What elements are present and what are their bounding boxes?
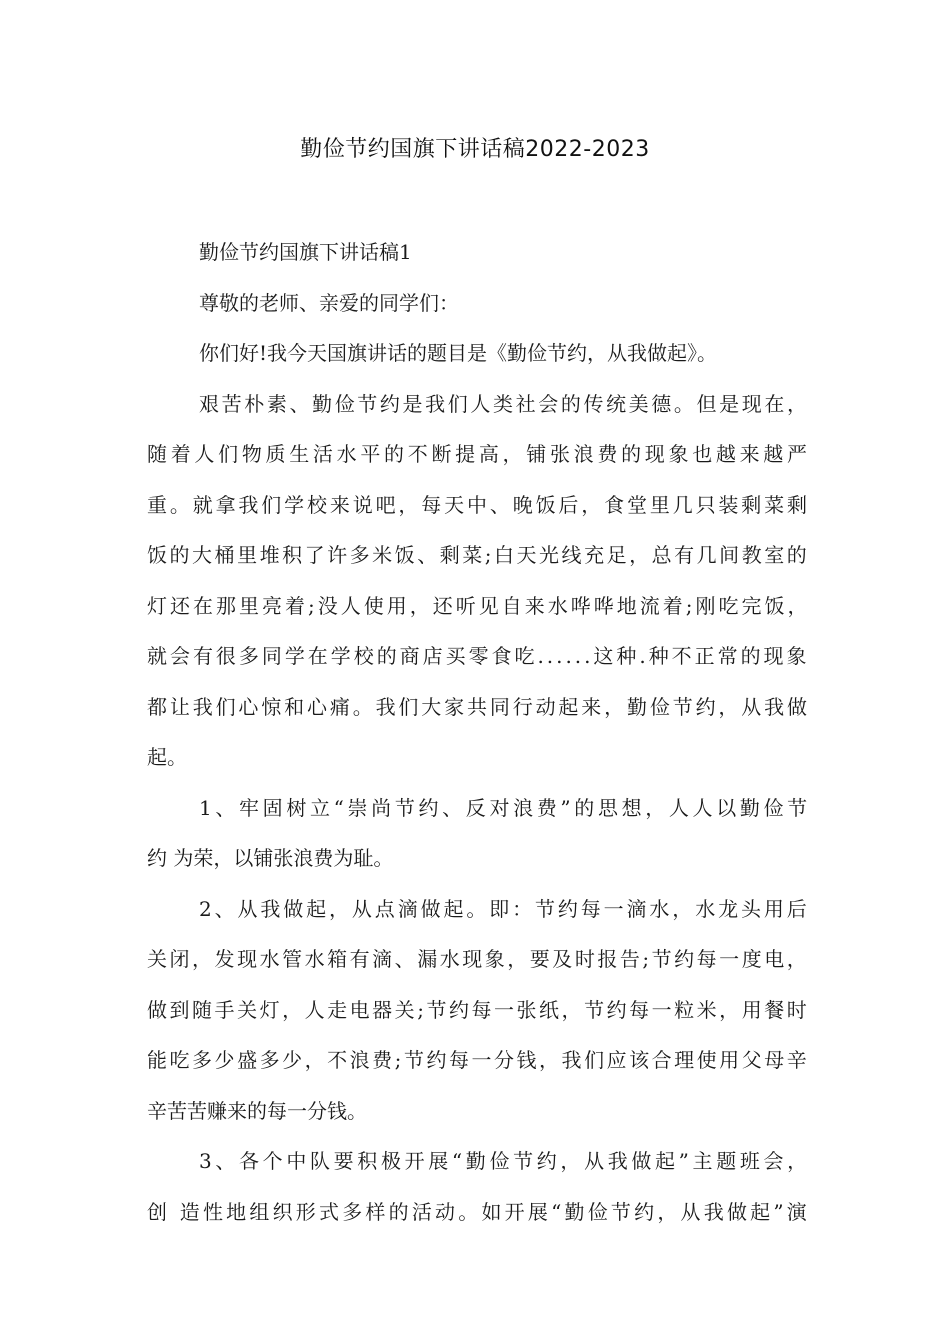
- document-title: 勤俭节约国旗下讲话稿2022-2023: [300, 137, 650, 162]
- text-line: 做到随手关灯，人走电器关;节约每一张纸，节约每一粒米，用餐时: [147, 997, 810, 1022]
- text-line: 勤俭节约国旗下讲话稿1: [199, 240, 412, 264]
- text-line: 约 为荣，以铺张浪费为耻。: [147, 846, 394, 870]
- text-line: 你们好!我今天国旗讲话的题目是《勤俭节约，从我做起》。: [199, 341, 718, 365]
- text-line: 就会有很多同学在学校的商店买零食吃......这种.种不正常的现象: [147, 644, 810, 668]
- text-line: 能吃多少盛多少，不浪费;节约每一分钱，我们应该合理使用父母辛: [147, 1048, 810, 1072]
- text-line: 起。: [147, 745, 187, 769]
- text-line: 关闭，发现水管水箱有滴、漏水现象，要及时报告;节约每一度电，: [147, 947, 810, 971]
- text-line: 艰苦朴素、勤俭节约是我们人类社会的传统美德。但是现在，: [199, 391, 810, 416]
- text-line: 1、牢固树立“崇尚节约、反对浪费”的思想，人人以勤俭节: [199, 795, 811, 820]
- text-line: 创 造性地组织形式多样的活动。如开展“勤俭节约，从我做起”演: [147, 1199, 811, 1224]
- text-line: 都让我们心惊和心痛。我们大家共同行动起来，勤俭节约，从我做: [147, 694, 810, 719]
- text-line: 随着人们物质生活水平的不断提高，铺张浪费的现象也越来越严: [147, 442, 811, 466]
- text-line: 3、各个中队要积极开展“勤俭节约，从我做起”主题班会，: [199, 1149, 811, 1173]
- text-line: 尊敬的老师、亲爱的同学们：: [199, 290, 459, 315]
- text-line: 辛苦苦赚来的每一分钱。: [147, 1098, 367, 1123]
- text-line: 2、从我做起，从点滴做起。即：节约每一滴水，水龙头用后: [199, 896, 810, 921]
- text-line: 灯还在那里亮着;没人使用，还听见自来水哗哗地流着;刚吃完饭，: [147, 593, 811, 618]
- text-line: 重。就拿我们学校来说吧，每天中、晚饭后，食堂里几只装剩菜剩: [147, 492, 810, 517]
- text-line: 饭的大桶里堆积了许多米饭、剩菜;白天光线充足，总有几间教室的: [147, 543, 810, 567]
